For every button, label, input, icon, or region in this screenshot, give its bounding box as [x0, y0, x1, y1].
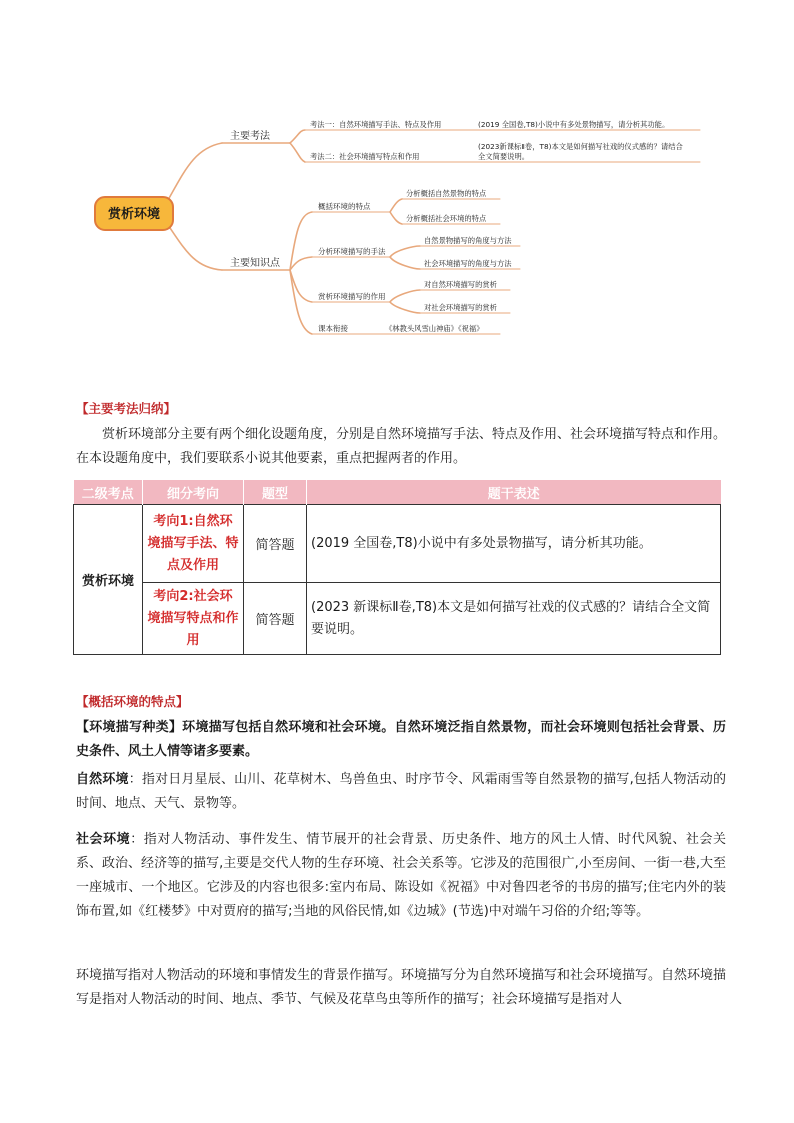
mm-branch2-label: 主要知识点 [230, 258, 280, 269]
mm-link-b1-c1 [290, 130, 305, 143]
mm-g4-label: 课本衔接 [318, 324, 348, 333]
mm-b1-item1-note: (2019 全国卷,T8)小说中有多处景物描写，请分析其功能。 [478, 120, 670, 129]
mind-map [0, 0, 794, 360]
section1-title: 【主要考法归纳】 [76, 401, 177, 416]
env-desc-paragraph: 环境描写指对人物活动的环境和事情发生的背景作描写。环境描写分为自然环境描写和社会环境描写。自然环境描写是指对人物活动的时间、地点、季节、气候及花草鸟虫等所作的描写；社会环境描写是指对人 [76, 968, 727, 1007]
mm-g3-leaf1: 对自然环境描写的赏析 [424, 280, 497, 289]
social-env-label: 社会环境 [76, 832, 131, 847]
mm-g1-leaf1: 分析概括自然景物的特点 [406, 189, 487, 198]
mm-link-root-b1 [168, 143, 222, 200]
table-header: 二级考点 [74, 480, 143, 505]
table-header: 题干表述 [307, 480, 721, 505]
mm-g2-label: 分析环境描写的手法 [318, 247, 386, 256]
mm-link-b2-g1 [290, 212, 312, 270]
natural-env-paragraph [76, 768, 726, 816]
table-desc-cell: (2023 新课标Ⅱ卷,T8)本文是如何描写社戏的仪式感的？请结合全文简要说明。 [307, 583, 721, 655]
mm-g1-leaf2: 分析概括社会环境的特点 [406, 214, 487, 223]
mm-g2-leaf1: 自然景物描写的角度与方法 [424, 236, 512, 245]
mm-branch1-label: 主要考法 [230, 131, 270, 142]
table-desc-cell: (2019 全国卷,T8)小说中有多处景物描写，请分析其功能。 [307, 505, 721, 583]
social-env-text: ：指对人物活动、事件发生、情节展开的社会背景、历史条件、地方的风土人情、时代风貌、社会关系、政治、经济等的描写,主要是交代人物的生存环境、社会关系等。它涉及的范围很广,小至房间、一街一巷,大至一座城市、一个地区。它涉及的内容也很多:室内布局、陈设如《祝福》中对鲁四老爷的书房的描写;住宅内外的装饰布置,如《红楼梦》中对贾府的描写;当地的风俗民情,如《边城》(节选)中对端午习俗的介绍;等等。 [76, 832, 726, 919]
section2-title: 【概括环境的特点】 [76, 694, 189, 709]
mm-g3-label: 赏析环境描写的作用 [318, 292, 386, 301]
mm-g3-leaf2: 对社会环境描写的赏析 [424, 303, 497, 312]
mm-b1-item2-note1: (2023新课标Ⅱ卷，T8)本文是如何描写社戏的仪式感的？请结合 [478, 142, 683, 151]
table-header: 题型 [244, 480, 307, 505]
types-text: 环境描写包括自然环境和社会环境。自然环境泛指自然景物，而社会环境则包括社会背景、历史条件、风土人情等诸多要素。 [76, 720, 726, 759]
table-type-cell: 简答题 [244, 583, 307, 655]
mm-link-b2-g2 [290, 257, 312, 270]
natural-env-label: 自然环境 [76, 772, 129, 787]
table-category-cell: 赏析环境 [74, 505, 143, 655]
table-direction-cell: 考向1:自然环境描写手法、特点及作用 [143, 505, 244, 583]
table-direction-cell: 考向2:社会环境描写特点和作用 [143, 583, 244, 655]
mm-link-root-b2 [168, 225, 222, 270]
types-label: 【环境描写种类】 [76, 720, 183, 735]
mm-g1-label: 概括环境的特点 [318, 202, 371, 211]
mm-b1-item1: 考法一：自然环境描写手法、特点及作用 [310, 120, 442, 129]
social-env-paragraph [76, 828, 726, 924]
mm-link-b1-c2 [290, 143, 305, 162]
table-row [74, 583, 721, 655]
mm-b1-item2: 考法二：社会环境描写特点和作用 [310, 152, 420, 161]
types-paragraph [76, 716, 726, 764]
mm-root-label: 赏析环境 [107, 207, 161, 222]
exam-table [73, 480, 721, 655]
mm-b1-item2-note2: 全文简要说明。 [478, 152, 530, 161]
table-header: 细分考向 [143, 480, 244, 505]
section1-paragraph: 赏析环境部分主要有两个细化设题角度，分别是自然环境描写手法、特点及作用、社会环境描写特点和作用。在本设题角度中，我们要联系小说其他要素，重点把握两者的作用。 [76, 427, 727, 466]
table-row [74, 505, 721, 583]
table-type-cell: 简答题 [244, 505, 307, 583]
mm-g2-leaf2: 社会环境描写的角度与方法 [424, 259, 512, 268]
natural-env-text: ：指对日月星辰、山川、花草树木、鸟兽鱼虫、时序节令、风霜雨雪等自然景物的描写,包括人物活动的时间、地点、天气、景物等。 [76, 772, 726, 811]
table-header-row [74, 480, 721, 505]
mm-g4-leaf1: 《林教头风雪山神庙》《祝福》 [385, 324, 484, 333]
